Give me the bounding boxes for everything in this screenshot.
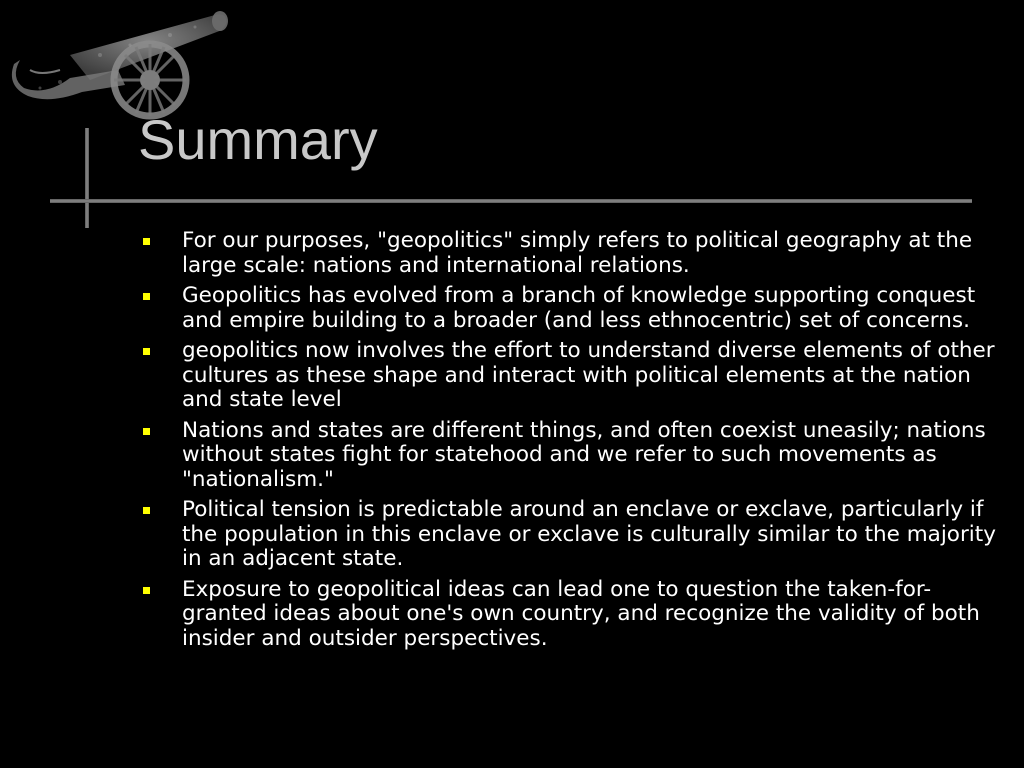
bullet-text: Geopolitics has evolved from a branch of knowledge supporting conquest and empire building to a broader (and less ethnocentric) set of concerns. [182, 283, 976, 333]
square-bullet-icon [143, 348, 150, 355]
list-item [143, 419, 1003, 493]
list-item [143, 578, 1003, 652]
list-item [143, 498, 1003, 572]
list-item [143, 339, 1003, 413]
bullet-text: Exposure to geopolitical ideas can lead one to question the taken-for-granted ideas about one's own country, and recognize the validity of both insider and outsider perspectives. [182, 576, 980, 651]
bullet-text: For our purposes, "geopolitics" simply refers to political geography at the large scale: nations and international relations. [182, 228, 973, 278]
square-bullet-icon [143, 238, 150, 245]
list-item [143, 284, 1003, 333]
list-item [143, 229, 1003, 278]
horizontal-rule [50, 199, 972, 203]
slide-title: Summary [138, 108, 378, 171]
square-bullet-icon [143, 507, 150, 514]
bullet-text: Political tension is predictable around an enclave or exclave, particularly if the population in this enclave or exclave is culturally similar to the majority in an adjacent state. [182, 497, 996, 571]
bullet-text: geopolitics now involves the effort to understand diverse elements of other cultures as these shape and interact with political elements at the nation and state level [182, 338, 995, 412]
square-bullet-icon [143, 587, 150, 594]
square-bullet-icon [143, 293, 150, 300]
bullet-list [143, 229, 1003, 657]
square-bullet-icon [143, 428, 150, 435]
bullet-text: Nations and states are different things, and often coexist uneasily; nations without states fight for statehood and we refer to such movements as "nationalism." [182, 417, 986, 492]
vertical-rule [85, 128, 89, 228]
